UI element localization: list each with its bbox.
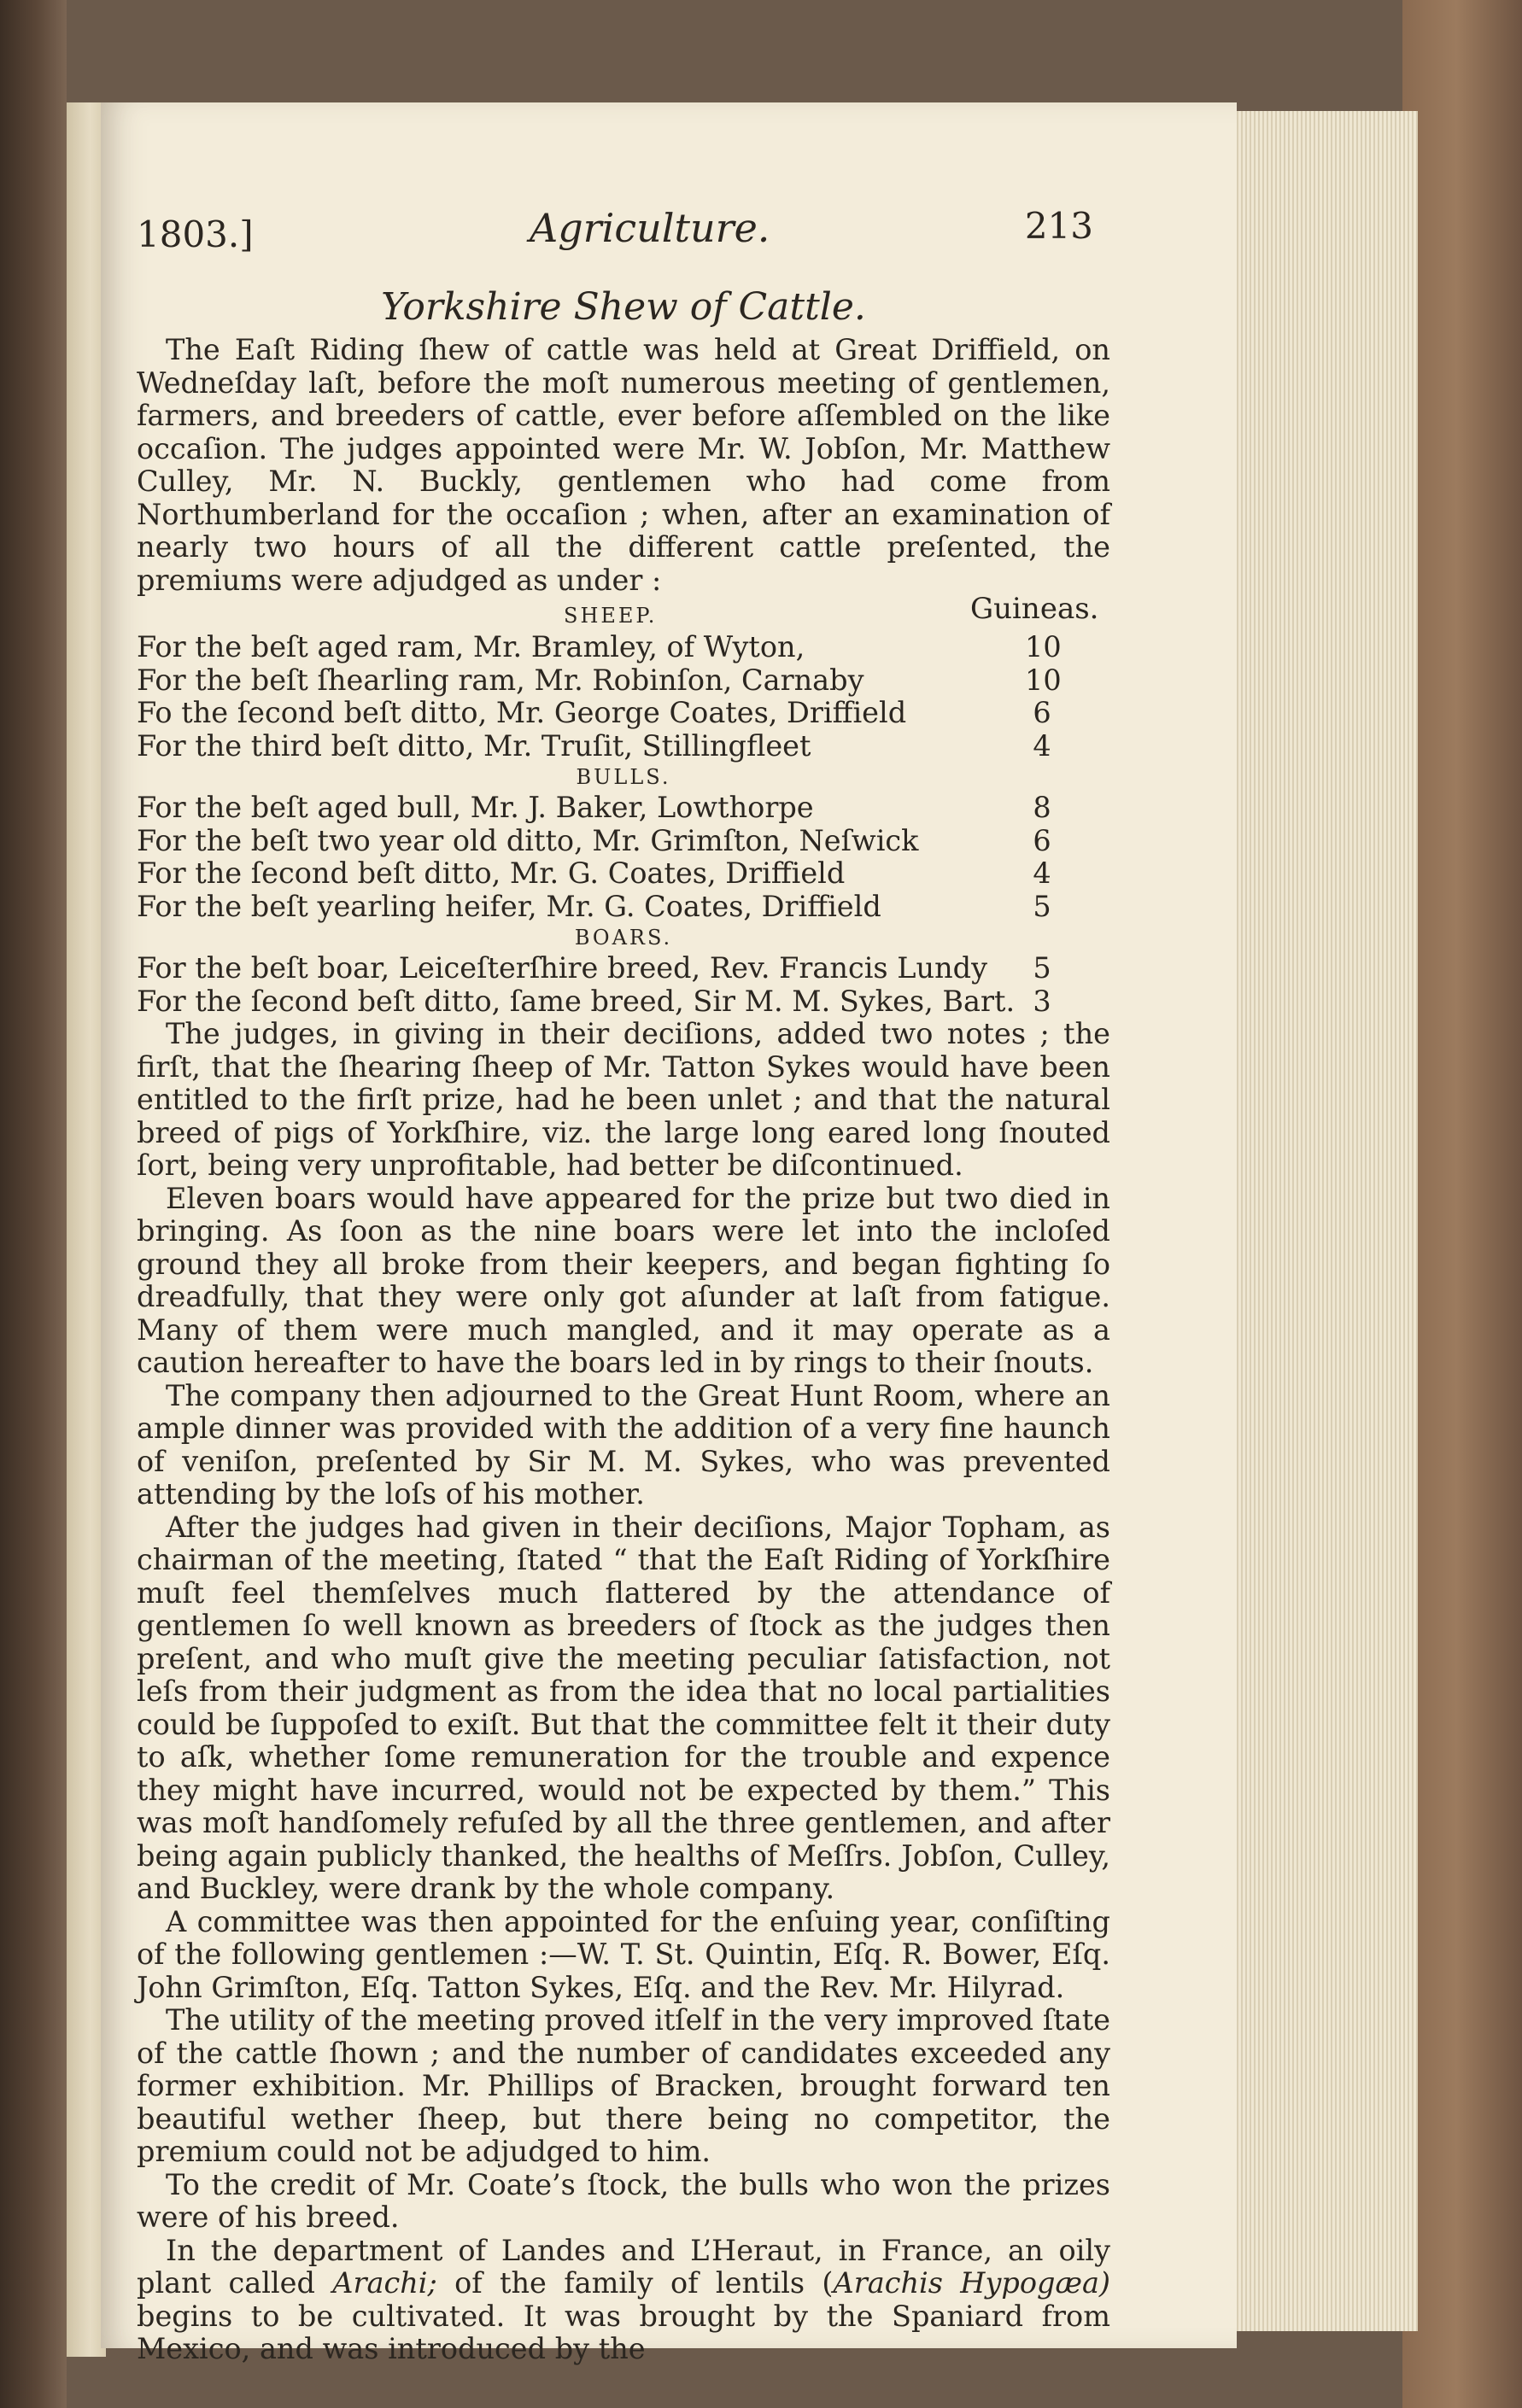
page-stack-edge bbox=[1221, 111, 1418, 2331]
prize-row bbox=[137, 952, 1110, 985]
currency-label: Guineas. bbox=[970, 592, 1099, 626]
prize-amount: 3 bbox=[1033, 984, 1051, 1018]
final-text-2: of the family of lentils ( bbox=[436, 2266, 834, 2300]
body-paragraph: Eleven boars would have appeared for the prize but two died in bringing. As ſoon as the nine boars were let into the incloſed ground they all broke from their keepers, and began fighting ſo dreadfully, that they were only got aſunder at laſt from fatigue. Many of them were much mangled, and it may operate as a caution hereafter to have the boars led in by rings to their ſnouts. bbox=[137, 1181, 1110, 1379]
running-head-title: Agriculture. bbox=[530, 205, 770, 251]
prize-description: For the ſecond beſt ditto, Mr. G. Coates, Driffield bbox=[137, 856, 846, 890]
intro-paragraph: The Eaſt Riding ſhew of cattle was held at Great Driffield, on Wedneſday laſt, before the moſt numerous meeting of gentlemen, farmers, and breeders of cattle, ever before aſſembled on the like occaſion. The judges appointed were Mr. W. Jobſon, Mr. Matthew Culley, Mr. N. Buckly, gentlemen who had come from Northumberland for the occaſion ; when, after an examination of nearly two hours of all the different cattle preſented, the premiums were adjudged as under : bbox=[137, 333, 1110, 597]
body-paragraph: The utility of the meeting proved itſelf in the very improved ſtate of the cattle ſhown ; and the number of candidates exceeded any former exhibition. Mr. Phillips of Bracken, brought forward ten beautiful wether ſheep, but there being no competitor, the premium could not be adjudged to him. bbox=[137, 2003, 1110, 2168]
final-text-1: In the department of Landes and L’Heraut, in France, an oily plant called bbox=[137, 2233, 1110, 2300]
prize-description: For the beſt aged ram, Mr. Bramley, of Wyton, bbox=[137, 630, 805, 663]
running-head-year: 1803.] bbox=[137, 213, 254, 255]
body-paragraph: To the credit of Mr. Coate’s ſtock, the bulls who won the prizes were of his breed. bbox=[137, 2167, 1110, 2234]
prize-row bbox=[137, 664, 1110, 698]
prize-amount: 10 bbox=[1025, 630, 1062, 663]
prize-row bbox=[137, 631, 1110, 664]
prize-amount: 4 bbox=[1033, 856, 1051, 890]
prize-description: For the beſt two year old ditto, Mr. Grimſton, Neſwick bbox=[137, 823, 919, 857]
prize-row bbox=[137, 792, 1110, 825]
prize-row bbox=[137, 891, 1110, 924]
prize-row bbox=[137, 697, 1110, 730]
prize-row bbox=[137, 730, 1110, 763]
prize-row bbox=[137, 857, 1110, 891]
body-paragraph: A committee was then appointed for the enſuing year, conſiſting of the following gentlemen :—W. T. St. Quintin, Eſq. R. Bower, Eſq. John Grimſton, Eſq. Tatton Sykes, Eſq. and the Rev. Mr. Hilyrad. bbox=[137, 1904, 1110, 2004]
prize-description: Fo the ſecond beſt ditto, Mr. George Coates, Driffield bbox=[137, 696, 907, 729]
prize-description: For the beſt boar, Leiceſterſhire breed, Rev. Francis Lundy bbox=[137, 951, 988, 985]
prize-description: For the ſecond beſt ditto, ſame breed, Sir M. M. Sykes, Bart. bbox=[137, 984, 1016, 1018]
prize-amount: 10 bbox=[1025, 663, 1062, 697]
prize-description: For the beſt yearling heifer, Mr. G. Coates, Driffield bbox=[137, 889, 881, 923]
prize-amount: 8 bbox=[1033, 791, 1051, 824]
term-arachi: Arachi; bbox=[332, 2266, 437, 2300]
term-arachis-hypogaea: Arachis Hypogæa) bbox=[833, 2266, 1110, 2300]
prize-description: For the beſt ſhearling ram, Mr. Robinſon, Carnaby bbox=[137, 663, 864, 697]
section-heading-bulls: BULLS. bbox=[576, 765, 671, 789]
prize-amount: 5 bbox=[1033, 889, 1051, 923]
prize-amount: 6 bbox=[1033, 696, 1051, 729]
body-paragraph: The company then adjourned to the Great Hunt Room, where an ample dinner was provided with the addition of a very fine haunch of veniſon, preſented by Sir M. M. Sykes, who was prevented attending by the loſs of his mother. bbox=[137, 1378, 1110, 1511]
book-cover-left bbox=[0, 0, 67, 2408]
section-heading-sheep: SHEEP. bbox=[564, 604, 658, 628]
final-paragraph bbox=[137, 2235, 1110, 2366]
running-head bbox=[137, 205, 1110, 265]
book-cover-right bbox=[1402, 0, 1522, 2408]
prize-row bbox=[137, 825, 1110, 858]
prize-amount: 5 bbox=[1033, 951, 1051, 985]
final-text-3: begins to be cultivated. It was brought by the Spaniard from Mexico, and was introduced by the bbox=[137, 2299, 1110, 2365]
section-heading-boars: BOARS. bbox=[574, 926, 673, 950]
prize-amount: 6 bbox=[1033, 823, 1051, 857]
prize-description: For the third beſt ditto, Mr. Truſit, Stillingfleet bbox=[137, 728, 811, 763]
page-number: 213 bbox=[1024, 205, 1093, 247]
prize-description: For the beſt aged bull, Mr. J. Baker, Lowthorpe bbox=[137, 791, 814, 824]
article-title: Yorkshire Shew of Cattle. bbox=[381, 285, 866, 329]
body-paragraph: After the judges had given in their deciſions, Major Topham, as chairman of the meeting, ſtated “ that the Eaſt Riding of Yorkſhire muſt feel themſelves much flattered by the attendance of gentlemen ſo well known as breeders of ſtock as the judges then preſent, and who muſt give the meeting peculiar ſatisfaction, not leſs from their judgment as from the idea that no local partialities could be ſuppoſed to exiſt. But that the committee felt it their duty to aſk, whether ſome remuneration for the trouble and expence they might have incurred, would not be expected by them.” This was moſt handſomely refuſed by all the three gentlemen, and after being again publicly thanked, the healths of Meſſrs. Jobſon, Culley, and Buckley, were drank by the whole company. bbox=[137, 1510, 1110, 1905]
prize-row bbox=[137, 985, 1110, 1019]
page-content bbox=[137, 205, 1110, 2366]
prize-amount: 4 bbox=[1033, 728, 1051, 763]
prize-list-header bbox=[137, 592, 1110, 631]
body-paragraph: The judges, in giving in their deciſions, added two notes ; the firſt, that the ſhearing ſheep of Mr. Tatton Sykes would have been entitled to the firſt prize, had he been unlet ; and that the natural breed of pigs of Yorkſhire, viz. the large long eared long ſnouted ſort, being very unprofitable, had better be diſcontinued. bbox=[137, 1017, 1110, 1182]
